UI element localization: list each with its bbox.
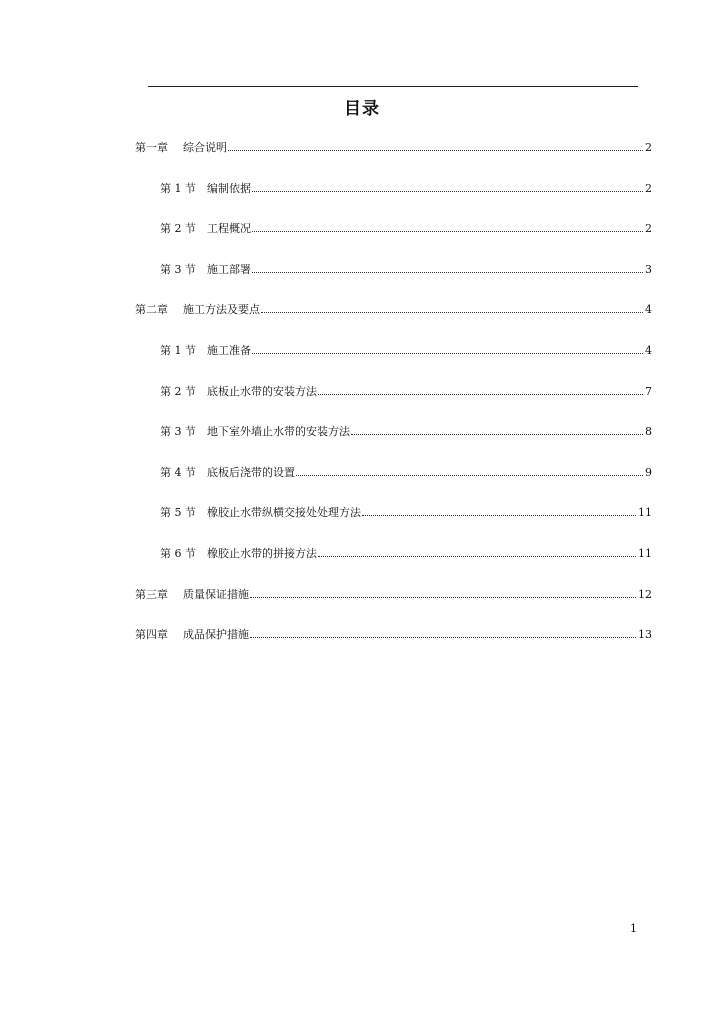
- toc-entry-number: 第 2 节: [160, 222, 196, 236]
- toc-entry-page: 13: [638, 628, 652, 642]
- toc-entry-page: 11: [638, 506, 652, 520]
- toc-entry-page: 4: [645, 344, 652, 357]
- toc-entry-title: 质量保证措施: [183, 587, 249, 601]
- toc-entry-page: 2: [645, 222, 652, 236]
- toc-entry-number: 第 4 节: [160, 465, 196, 479]
- toc-entry-title: 成品保护措施: [183, 628, 249, 642]
- dot-leader: [228, 150, 643, 151]
- toc-entry[interactable]: [135, 303, 652, 317]
- dot-leader: [250, 597, 636, 598]
- toc-entry-title: 橡胶止水带的拼接方法: [207, 547, 317, 560]
- toc-entry-page: 2: [645, 141, 652, 154]
- toc-entry-number: 第 5 节: [160, 506, 196, 520]
- toc-entry[interactable]: [135, 628, 652, 642]
- toc-entry[interactable]: [160, 222, 652, 236]
- toc-entry-page: 12: [638, 587, 652, 601]
- toc-entry-title: 底板后浇带的设置: [207, 465, 295, 479]
- toc-entry[interactable]: [160, 425, 652, 439]
- toc-entry-title: 底板止水带的安装方法: [207, 384, 317, 398]
- toc-entry[interactable]: [160, 385, 652, 399]
- toc-entry-page: 4: [645, 303, 652, 317]
- toc-entry-number: 第三章: [135, 587, 168, 601]
- dot-leader: [252, 191, 643, 192]
- toc-entry-title: 施工方法及要点: [183, 303, 260, 317]
- page-title: 目录: [344, 99, 380, 119]
- dot-leader: [296, 475, 643, 476]
- footer-page-number: 1: [630, 922, 637, 935]
- dot-leader: [252, 353, 643, 354]
- toc-entry-page: 9: [645, 465, 652, 479]
- dot-leader: [252, 231, 643, 232]
- toc-entry-number: 第 6 节: [160, 547, 196, 560]
- toc-entry-number: 第 1 节: [160, 181, 196, 195]
- dot-leader: [362, 515, 636, 516]
- toc-entry-number: 第 3 节: [160, 425, 196, 439]
- toc-entry-title: 地下室外墙止水带的安装方法: [207, 425, 350, 439]
- toc-entry[interactable]: [135, 141, 652, 155]
- dot-leader: [351, 434, 643, 435]
- toc-entry[interactable]: [160, 466, 652, 480]
- dot-leader: [261, 312, 643, 313]
- toc-entry-title: 编制依据: [207, 181, 251, 195]
- toc-entry-title: 综合说明: [183, 141, 227, 154]
- toc-entry-number: 第一章: [135, 141, 168, 154]
- toc-entry-title: 施工部署: [207, 262, 251, 276]
- dot-leader: [318, 556, 636, 557]
- toc-entry-page: 8: [645, 425, 652, 439]
- toc-entry-page: 2: [645, 181, 652, 195]
- dot-leader: [318, 394, 643, 395]
- toc-entry[interactable]: [160, 344, 652, 358]
- toc-entry-number: 第 3 节: [160, 262, 196, 276]
- toc-entry-number: 第 2 节: [160, 384, 196, 398]
- toc-entry-number: 第四章: [135, 628, 168, 642]
- toc-entry-number: 第二章: [135, 303, 168, 317]
- toc-entry-title: 施工准备: [207, 344, 251, 357]
- toc-entry-title: 工程概况: [207, 222, 251, 236]
- toc-entry[interactable]: [135, 588, 652, 602]
- dot-leader: [250, 637, 636, 638]
- toc-entry-page: 11: [638, 547, 652, 560]
- toc-entry[interactable]: [160, 506, 652, 520]
- toc-entry[interactable]: [160, 263, 652, 277]
- toc-entry-page: 3: [645, 262, 652, 276]
- toc-entry-number: 第 1 节: [160, 344, 196, 357]
- toc-entry[interactable]: [160, 547, 652, 561]
- toc-entry-title: 橡胶止水带纵横交接处处理方法: [207, 506, 361, 520]
- toc-entry[interactable]: [160, 182, 652, 196]
- toc-entry-page: 7: [645, 384, 652, 398]
- dot-leader: [252, 272, 643, 273]
